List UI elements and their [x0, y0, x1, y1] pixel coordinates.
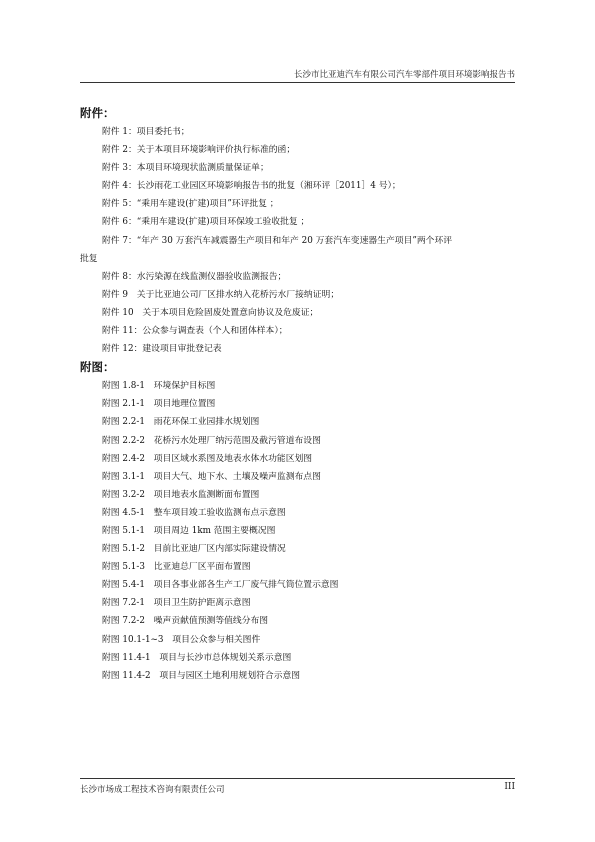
attachment-item: 附件 2：关于本项目环境影响评价执行标准的函；: [102, 145, 296, 156]
attachment-item-continuation: 批复: [80, 253, 98, 264]
figure-item: 附图 5.1-1 项目周边 1km 范围主要概况图: [102, 525, 276, 536]
attachment-item: 附件 10 关于本项目危险固废处置意向协议及危废证；: [102, 307, 319, 318]
attachment-item: 附件 8：水污染源在线监测仪器验收监测报告；: [102, 271, 287, 282]
figure-item: 附图 7.2-1 项目卫生防护距离示意图: [102, 598, 251, 609]
figure-item: 附图 11.4-1 项目与长沙市总体规划关系示意图: [102, 652, 292, 663]
figure-item: 附图 2.2-1 雨花环保工业园排水规划图: [102, 417, 260, 428]
page-number: III: [504, 782, 515, 792]
figure-item: 附图 2.2-2 花桥污水处理厂纳污范围及截污管道布设图: [102, 435, 321, 446]
attachment-item: 附件 11：公众参与调查表（个人和团体样本）；: [102, 326, 288, 337]
page-header: [80, 66, 515, 83]
page-footer: [80, 778, 515, 793]
figure-item: 附图 3.1-1 项目大气、地下水、土壤及噪声监测布点图: [102, 471, 321, 482]
attachment-item: 附件 3：本项目环境现状监测质量保证单；: [102, 163, 269, 174]
attachments-list: [80, 123, 520, 358]
attachment-item: 附件 5：“乘用车建设(扩建)项目”环评批复 ；: [102, 199, 279, 210]
attachment-item: 附件 4：长沙雨花工业园区环境影响报告书的批复（湘环评［2011］4 号）；: [102, 181, 401, 192]
figure-item: 附图 2.1-1 项目地理位置图: [102, 399, 216, 410]
figure-item: 附图 3.2-2 项目地表水监测断面布置图: [102, 489, 260, 500]
figure-item: 附图 4.5-1 整车项目竣工验收监测布点示意图: [102, 507, 286, 518]
figure-item: 附图 5.1-3 比亚迪总厂区平面布置图: [102, 562, 251, 573]
figures-heading: 附图：: [80, 360, 115, 375]
figure-item: 附图 2.4-2 项目区域水系图及地表水体水功能区划图: [102, 453, 313, 464]
figure-item: 附图 5.4-1 项目各事业部各生产工厂废气排气筒位置示意图: [102, 580, 339, 591]
attachment-item: 附件 12：建设项目审批登记表: [102, 344, 222, 355]
figure-item: 附图 11.4-2 项目与园区土地利用规划符合示意图: [102, 670, 301, 681]
header-title: 长沙市比亚迪汽车有限公司汽车零部件项目环境影响报告书: [293, 70, 515, 80]
footer-company: 长沙市场成工程技术咨询有限责任公司: [80, 785, 225, 795]
figures-list: [80, 377, 520, 685]
attachment-item: 附件 9 关于比亚迪公司厂区排水纳入花桥污水厂接纳证明；: [102, 289, 340, 300]
figure-item: 附图 1.8-1 环境保护目标图: [102, 381, 216, 392]
attachment-item: 附件 6：“乘用车建设(扩建)项目环保竣工验收批复 ；: [102, 217, 310, 228]
figure-item: 附图 5.1-2 目前比亚迪厂区内部实际建设情况: [102, 544, 286, 555]
attachments-heading: 附件：: [80, 106, 115, 120]
page-content: [80, 104, 520, 685]
attachment-item: 附件 7：“年产 30 万套汽车减震器生产项目和年产 20 万套汽车变速器生产项目”两个环评: [102, 235, 453, 246]
figure-item: 附图 10.1-1~3 项目公众参与相关图件: [102, 634, 261, 645]
figure-item: 附图 7.2-2 噪声贡献值预测等值线分布图: [102, 616, 269, 627]
attachment-item: 附件 1：项目委托书；: [102, 127, 190, 137]
